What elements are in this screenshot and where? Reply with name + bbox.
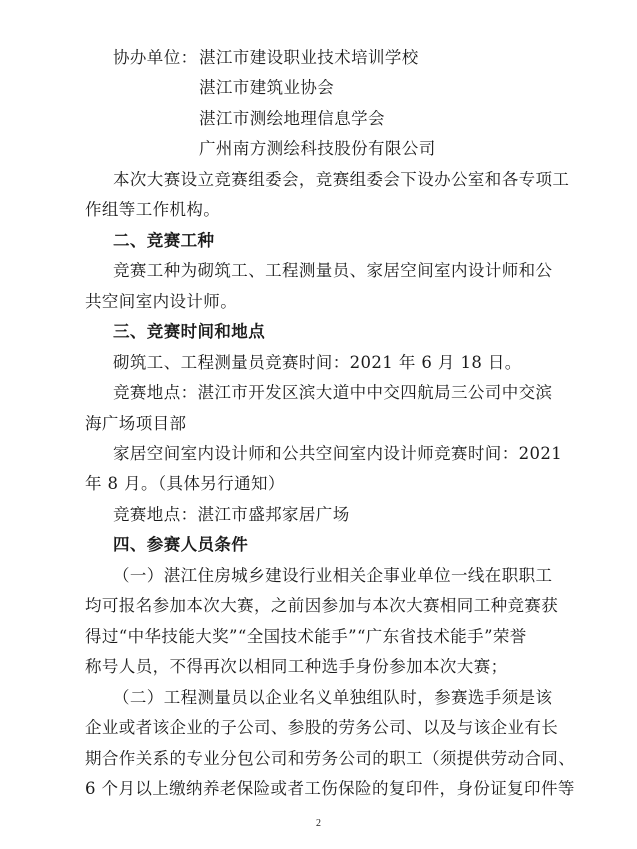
section-heading-eligibility: 四、参赛人员条件 xyxy=(113,535,249,554)
co-organizer-2: 湛江市建筑业协会 xyxy=(199,78,335,97)
co-organizer-1: 湛江市建设职业技术培训学校 xyxy=(199,48,419,67)
co-organizers-label: 协办单位： xyxy=(113,48,198,67)
section4-item1-line3: 得过“中华技能大奖”“全国技术能手”“广东省技术能手”荣誉 xyxy=(85,627,527,646)
paragraph-committee-line2: 作组等工作机构。 xyxy=(85,200,221,219)
section4-item2-line4: 6 个月以上缴纳养老保险或者工伤保险的复印件，身份证复印件等 xyxy=(85,779,575,798)
section3-place1-line1: 竞赛地点：湛江市开发区滨大道中中交四航局三公司中交滨 xyxy=(113,383,553,402)
section3-time1: 砌筑工、工程测量员竞赛时间：2021 年 6 月 18 日。 xyxy=(113,353,522,372)
co-organizer-4: 广州南方测绘科技股份有限公司 xyxy=(199,139,436,158)
section4-item1-line4: 称号人员，不得再次以相同工种选手身份参加本次大赛； xyxy=(85,657,508,676)
co-organizer-3: 湛江市测绘地理信息学会 xyxy=(199,109,385,128)
section4-item2-line3: 期合作关系的专业分包公司和劳务公司的职工（须提供劳动合同、 xyxy=(85,749,576,768)
section4-item2-line1: （二）工程测量员以企业名义单独组队时，参赛选手须是该 xyxy=(113,688,553,707)
paragraph-committee-line1: 本次大赛设立竞赛组委会，竞赛组委会下设办公室和各专项工 xyxy=(113,170,570,189)
section4-item1-line2: 均可报名参加本次大赛，之前因参加与本次大赛相同工种竞赛获 xyxy=(85,596,559,615)
section3-time2-line1: 家居空间室内设计师和公共空间室内设计师竞赛时间：2021 xyxy=(113,444,563,463)
section-heading-events: 二、竞赛工种 xyxy=(113,231,215,250)
page-number: 2 xyxy=(316,818,321,829)
section3-place2: 竞赛地点：湛江市盛邦家居广场 xyxy=(113,505,350,524)
section4-item1-line1: （一）湛江住房城乡建设行业相关企事业单位一线在职职工 xyxy=(113,566,553,585)
section2-body-line2: 共空间室内设计师。 xyxy=(85,292,238,311)
section2-body-line1: 竞赛工种为砌筑工、工程测量员、家居空间室内设计师和公 xyxy=(113,261,553,280)
section3-time2-line2: 年 8 月。（具体另行通知） xyxy=(85,474,285,493)
section-heading-time-place: 三、竞赛时间和地点 xyxy=(113,322,266,341)
section3-place1-line2: 海广场项目部 xyxy=(85,414,187,433)
section4-item2-line2: 企业或者该企业的子公司、参股的劳务公司、以及与该企业有长 xyxy=(85,718,559,737)
